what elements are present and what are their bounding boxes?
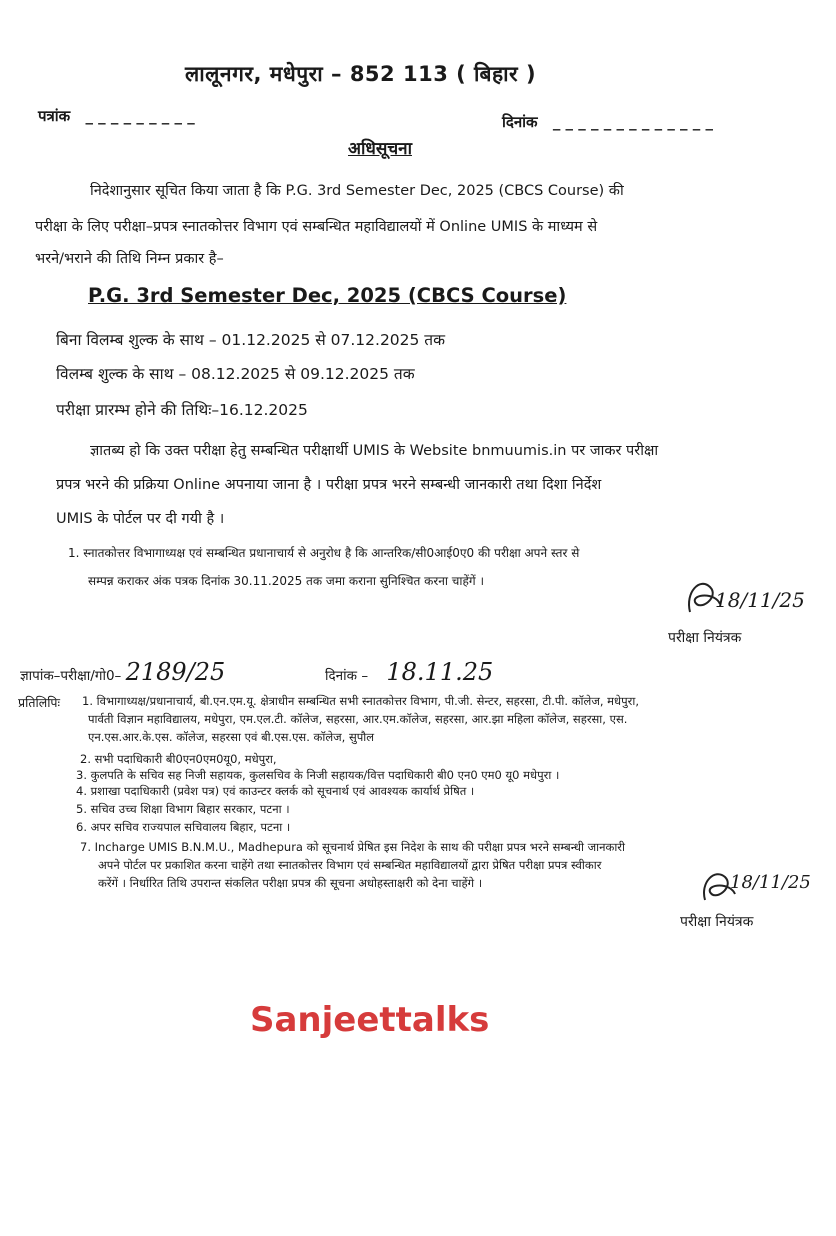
patrank-field xyxy=(38,106,195,126)
point-1-line-1: 1. स्नातकोत्तर विभागाध्यक्ष एवं सम्बन्धित प्रधानाचार्य से अनुरोध है कि आन्तरिक/सी0आई0ए0 की परीक्षा अपने स्तर से xyxy=(68,546,580,560)
signature-1-date: 18/11/25 xyxy=(715,588,805,612)
date-without-late-fee: बिना विलम्ब शुल्क के साथ – 01.12.2025 से 07.12.2025 तक xyxy=(56,331,446,349)
copy-item: पार्वती विज्ञान महाविद्यालय, मधेपुरा, एम.एल.टी. कॉलेज, सहरसा, आर.एम.कॉलेज, सहरसा, आर.झा महिला कॉलेज, सहरसा, एस. xyxy=(88,712,628,726)
signature-2-date: 18/11/25 xyxy=(730,872,811,893)
info-line-3: UMIS के पोर्टल पर दी गयी है । xyxy=(56,511,225,527)
signatory-2: परीक्षा नियंत्रक xyxy=(680,914,754,930)
memo-number-value: 2189/25 xyxy=(125,658,226,686)
memo-date xyxy=(325,658,493,686)
signatory-1: परीक्षा नियंत्रक xyxy=(668,630,742,646)
copy-item: 6. अपर सचिव राज्यपाल सचिवालय बिहार, पटना । xyxy=(76,820,291,834)
copy-item: 7. Incharge UMIS B.N.M.U., Madhepura को सूचनार्थ प्रेषित इस निदेश के साथ की परीक्षा प्रपत्र भरने सम्बन्धी जानकारी xyxy=(80,840,625,854)
copy-item: 5. सचिव उच्च शिक्षा विभाग बिहार सरकार, पटना । xyxy=(76,802,290,816)
course-heading: P.G. 3rd Semester Dec, 2025 (CBCS Course) xyxy=(88,284,567,307)
copy-item: अपने पोर्टल पर प्रकाशित करना चाहेंगे तथा स्नातकोत्तर विभाग एवं सम्बन्धित महाविद्यालयों द्वारा प्रेषित परीक्षा प्रपत्र स्वीकार xyxy=(98,858,602,872)
copy-item: एन.एस.आर.के.एस. कॉलेज, सहरसा एवं बी.एस.एस. कॉलेज, सुपौल xyxy=(88,730,375,744)
intro-line-1: निदेशानुसार सूचित किया जाता है कि P.G. 3rd Semester Dec, 2025 (CBCS Course) की xyxy=(90,183,624,199)
patrank-blank: _ _ _ _ _ _ _ _ _ xyxy=(85,107,195,125)
watermark-text: Sanjeettalks xyxy=(250,1000,490,1040)
intro-line-2: परीक्षा के लिए परीक्षा–प्रपत्र स्नातकोत्तर विभाग एवं सम्बन्धित महाविद्यालयों में Online UMIS के माध्यम से xyxy=(35,219,598,235)
intro-line-3: भरने/भराने की तिथि निम्न प्रकार है– xyxy=(35,251,224,267)
memo-number-label: ज्ञापांक–परीक्षा/गो0– xyxy=(20,668,122,684)
notice-title: अधिसूचना xyxy=(348,139,412,159)
date-with-late-fee: विलम्ब शुल्क के साथ – 08.12.2025 से 09.12.2025 तक xyxy=(56,365,415,383)
copy-item: 2. सभी पदाधिकारी बी0एन0एम0यू0, मधेपुरा, xyxy=(80,752,277,766)
memo-number xyxy=(20,658,225,686)
memo-date-label: दिनांक – xyxy=(325,668,369,684)
dinank-field xyxy=(502,112,713,132)
dinank-blank: _ _ _ _ _ _ _ _ _ _ _ _ _ xyxy=(552,113,713,131)
memo-date-value: 18.11.25 xyxy=(386,658,494,686)
info-line-2: प्रपत्र भरने की प्रक्रिया Online अपनाया जाना है । परीक्षा प्रपत्र भरने सम्बन्धी जानकारी तथा दिशा निर्देश xyxy=(56,477,602,493)
dinank-label: दिनांक xyxy=(502,113,538,131)
copy-item: 1. विभागाध्यक्ष/प्रधानाचार्य, बी.एन.एम.यू. क्षेत्राधीन सम्बन्धित सभी स्नातकोत्तर विभाग, पी.जी. सेन्टर, सहरसा, टी.पी. कॉलेज, मधेपुरा, xyxy=(82,694,639,708)
copies-label: प्रतिलिपिः xyxy=(18,695,61,710)
copy-item: 3. कुलपति के सचिव सह निजी सहायक, कुलसचिव के निजी सहायक/वित्त पदाधिकारी बी0 एन0 एम0 यू0 मधेपुरा । xyxy=(76,768,560,782)
exam-start-date: परीक्षा प्रारम्भ होने की तिथिः–16.12.2025 xyxy=(56,401,308,419)
copy-item: 4. प्रशाखा पदाधिकारी (प्रवेश पत्र) एवं काउन्टर क्लर्क को सूचनार्थ एवं आवश्यक कार्यार्थ प्रेषित । xyxy=(76,784,475,798)
patrank-label: पत्रांक xyxy=(38,107,71,125)
info-line-1: ज्ञातब्य हो कि उक्त परीक्षा हेतु सम्बन्धित परीक्षार्थी UMIS के Website bnmuumis.in पर जाकर परीक्षा xyxy=(90,443,659,459)
point-1-line-2: सम्पन्न कराकर अंक पत्रक दिनांक 30.11.2025 तक जमा कराना सुनिश्चित करना चाहेंगें । xyxy=(88,574,485,588)
office-address: लालूनगर, मधेपुरा – 852 113 ( बिहार ) xyxy=(185,62,537,86)
copy-item: करेंगें । निर्धारित तिथि उपरान्त संकलित परीक्षा प्रपत्र की सूचना अधोहस्ताक्षरी को देना चाहेंगे । xyxy=(98,876,483,890)
